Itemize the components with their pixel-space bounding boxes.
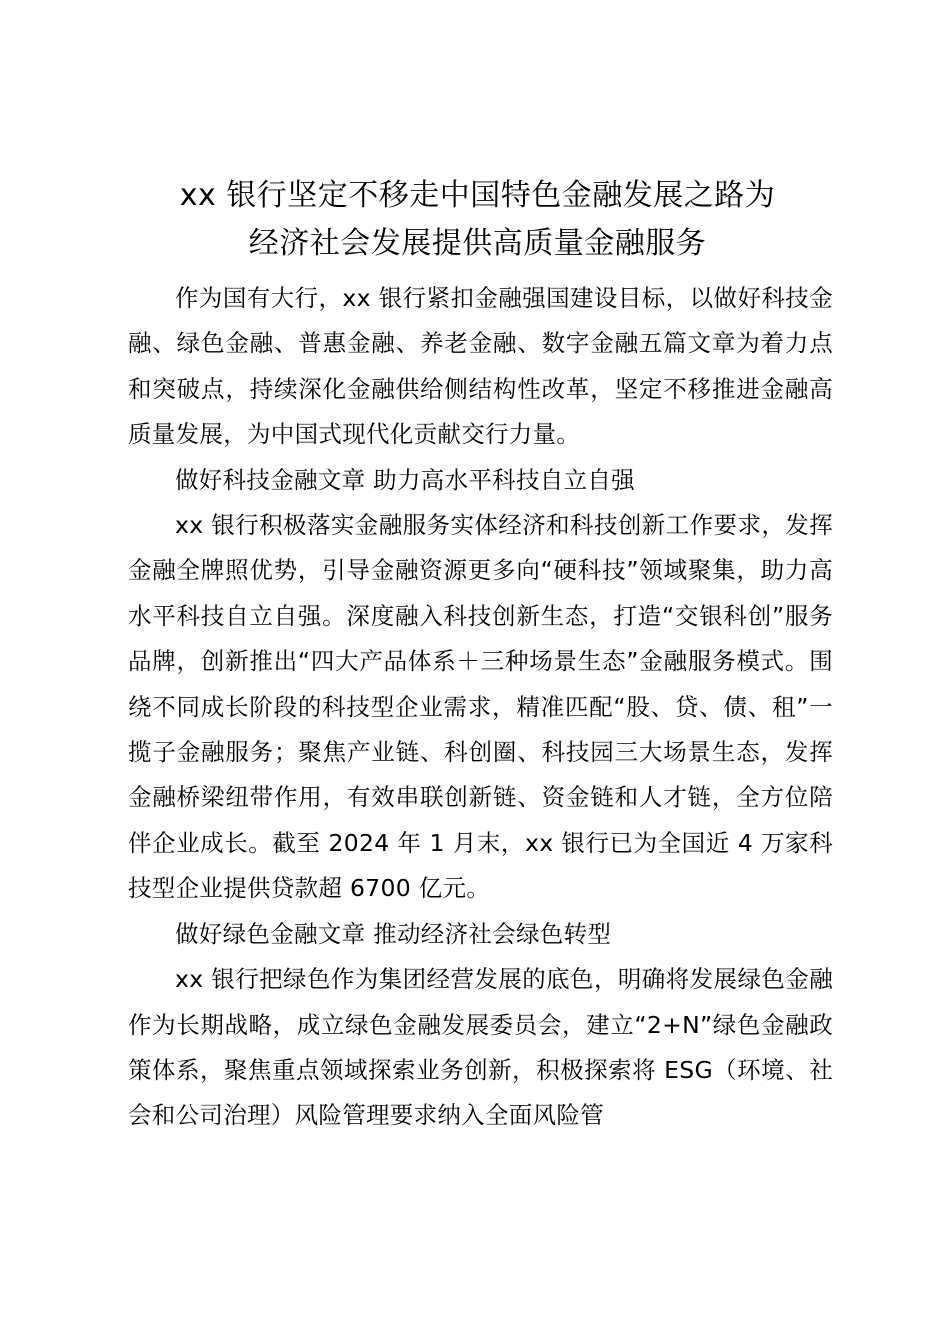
paragraph-green-finance: xx 银行把绿色作为集团经营发展的底色，明确将发展绿色金融作为长期战略，成立绿色金融发展委员会，建立“2+N”绿色金融政策体系，聚焦重点领域探索业务创新，积极探索将 ESG（环境、社会和公司治理）风险管理要求纳入全面风险管 — [128, 965, 833, 1130]
document-body — [128, 276, 833, 1139]
title-line-2: 经济社会发展提供高质量金融服务 — [248, 226, 707, 261]
title-line-1: xx 银行坚定不移走中国特色金融发展之路为 — [179, 178, 776, 213]
paragraph-tech-finance: xx 银行积极落实金融服务实体经济和科技创新工作要求，发挥金融全牌照优势，引导金融资源更多向“硬科技”领域聚集，助力高水平科技自立自强。深度融入科技创新生态，打造“交银科创”服务品牌，创新推出“四大产品体系＋三种场景生态”金融服务模式。围绕不同成长阶段的科技型企业需求，精准匹配“股、贷、债、租”一揽子金融服务；聚焦产业链、科创圈、科技园三大场景生态，发挥金融桥梁纽带作用，有效串联创新链、资金链和人才链，全方位陪伴企业成长。截至 2024 年 1 月末，xx 银行已为全国近 4 万家科技型企业提供贷款超 6700 亿元。 — [128, 511, 833, 903]
paragraph-intro: 作为国有大行，xx 银行紧扣金融强国建设目标，以做好科技金融、绿色金融、普惠金融、养老金融、数字金融五篇文章为着力点和突破点，持续深化金融供给侧结构性改革，坚定不移推进金融高质量发展，为中国式现代化贡献交行力量。 — [128, 284, 833, 449]
document-title — [120, 172, 835, 268]
section-heading-tech-finance: 做好科技金融文章 助力高水平科技自立自强 — [175, 465, 635, 494]
section-heading-green-finance: 做好绿色金融文章 推动经济社会绿色转型 — [175, 919, 612, 948]
